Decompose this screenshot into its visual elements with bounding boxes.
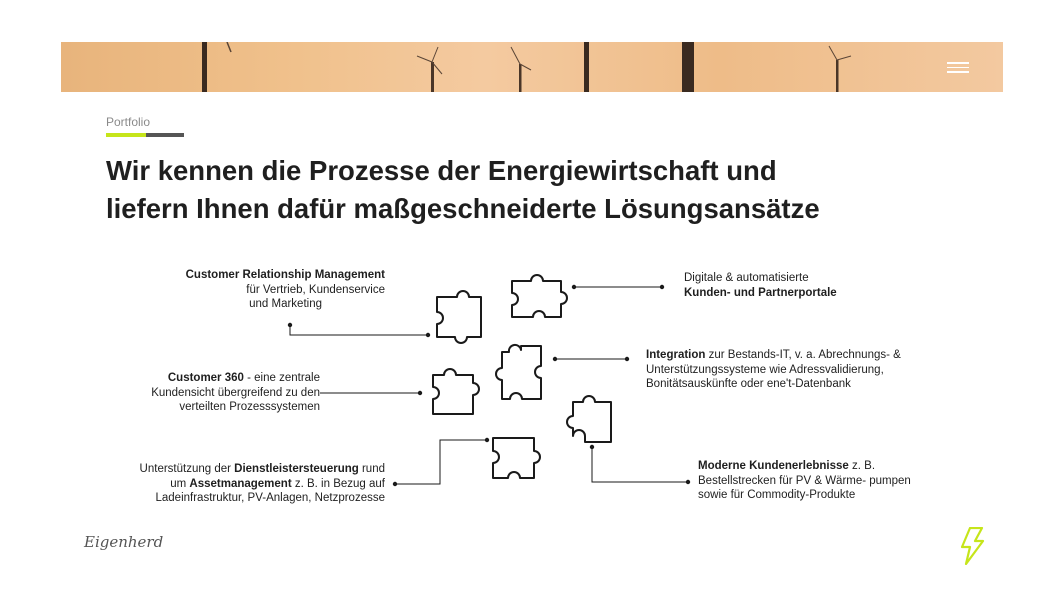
integration-description	[646, 348, 936, 392]
crm-line-3: und Marketing	[249, 298, 322, 310]
experience-line-2: Bestellstrecken für PV & Wärme- pumpen	[698, 474, 911, 487]
service-line-1-post: rund	[358, 463, 385, 475]
section-label: Portfolio	[106, 115, 151, 129]
crm-description	[150, 268, 385, 312]
integration-line-1: zur Bestands-IT, v. a. Abrechnungs- &	[705, 349, 901, 361]
portals-line-1: Digitale & automatisierte	[684, 272, 809, 284]
puzzle-piece-icon	[567, 396, 611, 442]
signature-logo: Eigenherd	[84, 533, 164, 551]
customer360-line-2: Kundensicht übergreifend zu den	[151, 386, 320, 399]
puzzle-piece-icon	[493, 438, 540, 478]
puzzle-piece-icon	[512, 275, 567, 317]
crm-line-2: für Vertrieb, Kundenservice	[246, 283, 385, 296]
experience-description	[698, 459, 948, 503]
service-line-3: Ladeinfrastruktur, PV-Anlagen, Netzprozesse	[155, 492, 385, 504]
connector-line	[592, 447, 688, 482]
service-line-1-pre: Unterstützung der	[139, 463, 235, 475]
connector-line	[395, 440, 487, 484]
customer360-title: Customer 360	[167, 372, 244, 384]
puzzle-piece-icon	[433, 369, 479, 414]
title-line-2: liefern Ihnen dafür maßgeschneiderte Lösungsansätze	[106, 193, 820, 224]
integration-title: Integration	[646, 349, 706, 361]
connector-line	[290, 326, 428, 335]
portals-title: Kunden- und Partnerportale	[684, 286, 837, 299]
integration-line-3: Bonitätsauskünfte oder ene't-Datenbank	[646, 378, 851, 390]
crm-title: Customer Relationship Management	[185, 269, 385, 281]
service-title: Dienstleistersteuerung	[234, 463, 359, 475]
experience-title: Moderne Kundenerlebnisse	[698, 460, 849, 472]
service-line-2-pre: um	[170, 477, 190, 490]
lightning-bolt-icon	[958, 527, 986, 565]
customer360-description	[110, 371, 320, 415]
title-line-1: Wir kennen die Prozesse der Energiewirtschaft und	[106, 155, 777, 186]
portals-description	[684, 271, 914, 300]
service-line-2-post: z. B. in Bezug auf	[291, 477, 385, 490]
puzzle-piece-icon	[496, 345, 541, 399]
integration-line-2: Unterstützungssysteme wie Adressvalidierung,	[646, 363, 884, 376]
asset-title: Assetmanagement	[189, 477, 292, 490]
customer360-line-1: - eine zentrale	[243, 372, 320, 384]
customer360-line-3: verteilten Prozesssystemen	[179, 401, 320, 413]
puzzle-piece-icon	[437, 291, 481, 343]
experience-line-1: z. B.	[848, 460, 876, 472]
service-description	[95, 462, 385, 506]
experience-line-3: sowie für Commodity-Produkte	[698, 489, 856, 501]
